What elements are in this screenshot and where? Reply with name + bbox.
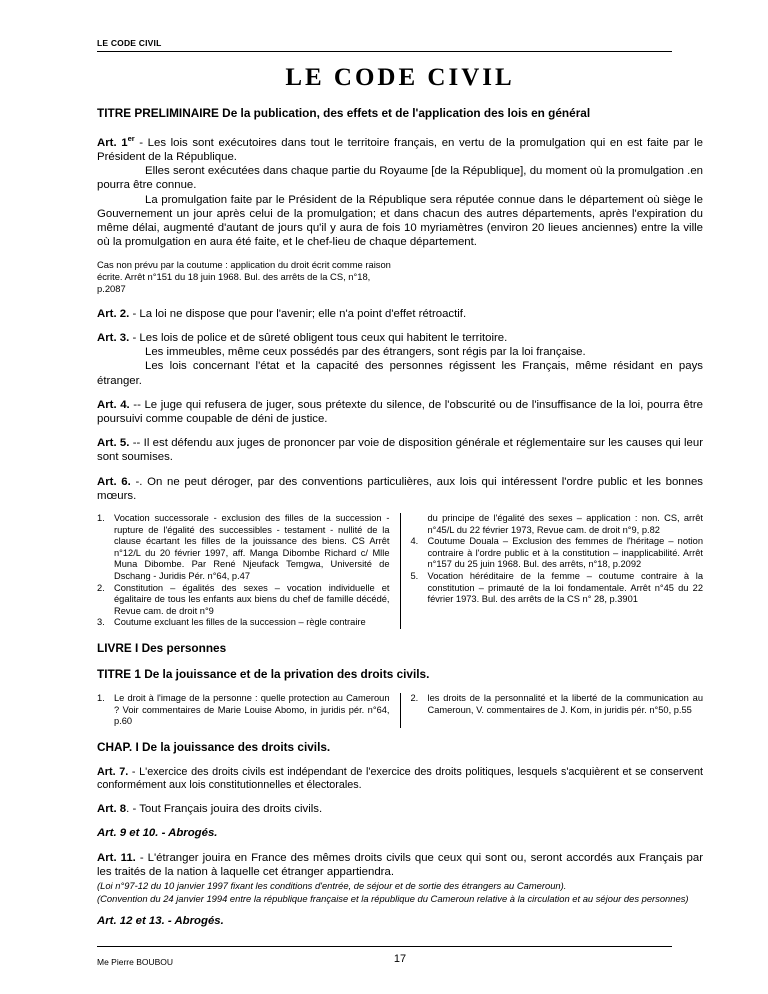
- annotation-text: Le droit à l'image de la personne : quelle protection au Cameroun ? Voir commentaires de Marie Louise Abomo, in juridis pér. n°64, p.60: [114, 692, 390, 727]
- annotation-text: Vocation successorale - exclusion des filles de la succession - rupture de l'égalité des successibles - testament - nullité de la clause écartant les filles de la jouissance des biens. CS Arrêt n°12/L du 20 février 1997, aff. Manga Dibombe Richard c/ Mlle Muna Dibombe. Par René Njeufack Temgwa, Université de Dschang - Juridis Pér. n°64, p.47: [114, 513, 390, 582]
- header-divider: [97, 51, 672, 52]
- article-5-text: -- Il est défendu aux juges de prononcer par voie de disposition générale et réglementaire sur les causes qui leur sont soumises.: [97, 437, 703, 464]
- article-11-paragraph: [97, 851, 703, 879]
- annotation-number: 1.: [97, 692, 105, 703]
- annotation-item: [97, 617, 390, 629]
- article-8-text: . - Tout Français jouira des droits civils.: [126, 803, 323, 816]
- annotation-item: [411, 513, 704, 536]
- page-footer: [97, 946, 703, 970]
- article-1-paragraph: [97, 132, 703, 164]
- article-4-text: -- Le juge qui refusera de juger, sous prétexte du silence, de l'obscurité ou de l'insuffisance de la loi, pourra être poursuivi comme coupable de déni de justice.: [97, 398, 703, 426]
- article-11-label: Art. 11.: [97, 851, 136, 864]
- article-3-paragraph: Les lois concernant l'état et la capacité des personnes régissent les Français, même résidant en pays étranger.: [97, 360, 703, 387]
- article-2-text: - La loi ne dispose que pour l'avenir; elle n'a point d'effet rétroactif.: [132, 307, 467, 320]
- article-3-paragraph: [97, 331, 703, 345]
- article-3-text: - Les lois de police et de sûreté obligent tous ceux qui habitent le territoire.: [132, 332, 508, 345]
- article-4: [97, 398, 703, 426]
- column-divider: [400, 513, 401, 629]
- annotation-item: [97, 513, 390, 583]
- article-4-paragraph: [97, 398, 703, 426]
- footer-author: Me Pierre BOUBOU: [97, 957, 174, 967]
- page-header: [97, 38, 703, 52]
- document-title: LE CODE CIVIL: [285, 64, 515, 91]
- annotation-number: [411, 513, 428, 536]
- annotation-number: 4.: [410, 536, 419, 547]
- page-number: 17: [393, 953, 407, 965]
- article-11: [97, 851, 703, 905]
- titre-1-heading: TITRE 1 De la jouissance et de la privation des droits civils.: [97, 666, 430, 681]
- article-9-10-abroges: Art. 9 et 10. - Abrogés.: [97, 827, 218, 840]
- article-1: [97, 132, 703, 249]
- article-6-label: Art. 6.: [97, 475, 131, 488]
- annotation-text: Vocation héréditaire de la femme – coutume contraire à la constitution – primauté de la loi fondamentale. Arrêt n°45 du 22 février 1973. Bul. des arrêts de la CS n° 28, p.3901: [427, 571, 703, 605]
- article-6-text: -. On ne peut déroger, par des conventions particulières, aux lois qui intéressent l'ordre public et les bonnes mœurs.: [97, 475, 703, 502]
- annotation-text: Coutume Douala – Exclusion des femmes de l'héritage – notion contraire à l'ordre public et à la constitution – inapplicabilité. Arrêt n°157 du 25 juin 1968. Bul. des arrêts, n°18, p.2092: [427, 536, 703, 570]
- article-5-label: Art. 5.: [97, 437, 130, 450]
- annotations-section-2: [97, 693, 703, 728]
- annotations-right-column: [411, 693, 704, 728]
- annotation-item: [97, 693, 390, 728]
- chap-1-heading: CHAP. I De la jouissance des droits civils.: [97, 739, 331, 754]
- article-2-label: Art. 2.: [97, 307, 130, 320]
- annotations-left-column: [97, 513, 390, 629]
- annotation-text: Constitution – égalités des sexes – vocation individuelle et égalitaire de tous les enfants aux biens du chef de famille décédé, Revue cam. de droit n°9: [114, 582, 390, 616]
- article-7: [97, 766, 703, 792]
- livre-1-heading: LIVRE I Des personnes: [97, 640, 227, 655]
- annotation-item: [411, 536, 704, 571]
- article-8-label: Art. 8: [97, 803, 127, 816]
- article-7-label: Art. 7.: [97, 765, 129, 778]
- article-7-paragraph: [97, 766, 703, 792]
- annotations-left-column: [97, 693, 390, 728]
- article-7-text: - L'exercice des droits civils est indépendant de l'exercice des droits politiques, lesquels s'acquièrent et se conservent conformément aux lois constitutionnelles et électorales.: [97, 765, 703, 791]
- article-11-text: - L'étranger jouira en France des mêmes droits civils que ceux qui sont ou, seront accordés aux Français par les traités de la nation à laquelle cet étranger appartiendra.: [97, 851, 703, 878]
- annotation-item: [411, 693, 704, 716]
- article-1-case-note: Cas non prévu par la coutume : application du droit écrit comme raison écrite. Arrêt n°151 du 18 juin 1968. Bul. des arrêts de la CS, n°18, p.2087: [97, 259, 391, 295]
- article-1-paragraph: Elles seront exécutées dans chaque partie du Royaume [de la République], du moment où la promulgation .en pourra être connue.: [97, 165, 703, 192]
- article-8: [97, 802, 703, 816]
- article-1-superscript: er: [127, 134, 135, 143]
- article-2: [97, 307, 703, 321]
- article-1-label: Art. 1: [97, 136, 128, 149]
- article-1-text: - Les lois sont exécutoires dans tout le territoire français, en vertu de la promulgation qui en est faite par le Président de la République.: [97, 136, 704, 163]
- annotations-right-column: [411, 513, 704, 629]
- article-5: [97, 436, 703, 464]
- header-title: LE CODE CIVIL: [97, 38, 162, 48]
- article-3-paragraph: Les immeubles, même ceux possédés par des étrangers, sont régis par la loi française.: [145, 346, 586, 359]
- article-6: [97, 475, 703, 503]
- annotation-item: [411, 571, 704, 606]
- titre-preliminaire-heading: TITRE PRELIMINAIRE De la publication, des effets et de l'application des lois en général: [97, 106, 591, 120]
- annotation-number: 5.: [410, 571, 419, 582]
- article-11-convention-note: (Convention du 24 janvier 1994 entre la république française et la république du Cameroun relative à la circulation et au séjour des personnes): [97, 892, 689, 904]
- annotation-number: 2.: [410, 692, 419, 703]
- article-2-paragraph: [97, 307, 703, 321]
- column-divider: [400, 693, 401, 728]
- article-6-paragraph: [97, 475, 703, 503]
- annotation-text: les droits de la personnalité et la liberté de la communication au Cameroun, V. commentaires de J. Kom, in juridis pér. n°50, p.55: [427, 692, 703, 715]
- annotation-item: [97, 583, 390, 618]
- article-3-label: Art. 3.: [97, 332, 130, 345]
- annotation-text: Coutume excluant les filles de la succession – règle contraire: [114, 617, 366, 628]
- annotation-text: du principe de l'égalité des sexes – application : non. CS, arrêt n°45/L du 22 février 1973, Revue cam. de droit n°9, p.82: [427, 513, 703, 535]
- annotation-number: 2.: [97, 582, 105, 593]
- footer-row: [97, 947, 703, 970]
- article-3: [97, 331, 703, 388]
- annotation-number: 3.: [97, 617, 105, 628]
- annotations-section-1: [97, 513, 703, 629]
- article-12-13-abroges: Art. 12 et 13. - Abrogés.: [97, 915, 224, 928]
- article-11-law-note: (Loi n°97-12 du 10 janvier 1997 fixant les conditions d'entrée, de séjour et de sortie des étrangers au Cameroun).: [97, 879, 567, 891]
- article-8-paragraph: [97, 802, 703, 816]
- article-4-label: Art. 4.: [97, 398, 130, 411]
- article-5-paragraph: [97, 436, 703, 464]
- annotation-number: 1.: [97, 513, 105, 524]
- article-1-paragraph: La promulgation faite par le Président de la République sera réputée connue dans le département où siège le Gouvernement un jour après celui de la promulgation; et dans chacun des autres départements, après l'expiration du même délai, augmenté d'autant de jours qu'il y aura de fois 10 myriamètres (environ 20 lieues anciennes) entre la ville où la promulgation en aura été faite, et le chef-lieu de chaque département.: [97, 193, 703, 249]
